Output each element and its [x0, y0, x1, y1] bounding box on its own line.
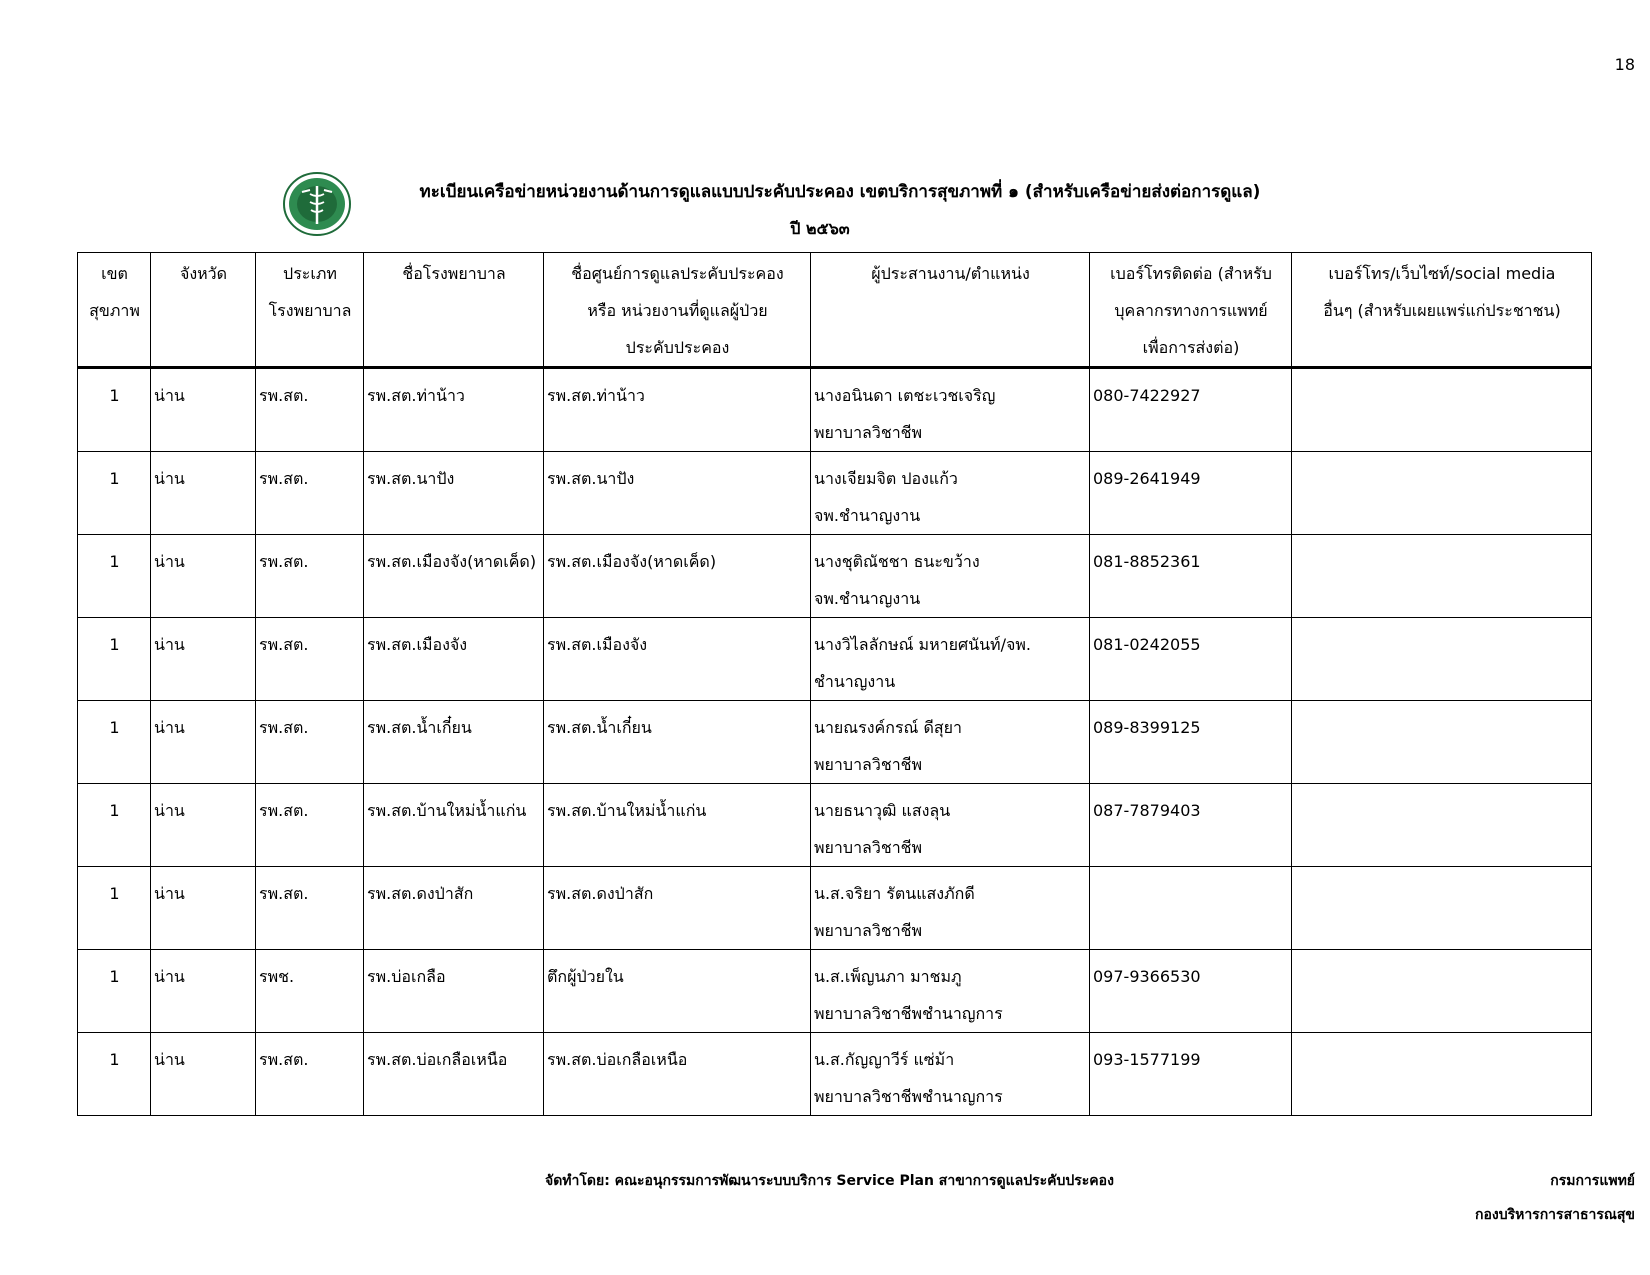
- cell-phone: 080-7422927: [1090, 368, 1292, 452]
- cell-province: น่าน: [151, 618, 256, 701]
- cell-phone: 089-2641949: [1090, 452, 1292, 535]
- cell-coordinator: นางเจียมจิต ปองแก้ว จพ.ชำนาญงาน: [811, 452, 1090, 535]
- table-row: [78, 950, 1592, 1033]
- cell-zone: 1: [78, 618, 151, 701]
- cell-public: [1292, 618, 1592, 701]
- cell-province: น่าน: [151, 1033, 256, 1116]
- cell-phone: 097-9366530: [1090, 950, 1292, 1033]
- cell-province: น่าน: [151, 368, 256, 452]
- header-referral-phone: เบอร์โทรติดต่อ (สำหรับ บุคลากรทางการแพทย์ เพื่อการส่งต่อ): [1090, 253, 1292, 368]
- cell-province: น่าน: [151, 701, 256, 784]
- cell-phone: 081-0242055: [1090, 618, 1292, 701]
- cell-center: รพ.สต.เมืองจัง: [544, 618, 811, 701]
- cell-zone: 1: [78, 950, 151, 1033]
- cell-zone: 1: [78, 452, 151, 535]
- cell-zone: 1: [78, 1033, 151, 1116]
- cell-coordinator: นายธนาวุฒิ แสงลุน พยาบาลวิชาชีพ: [811, 784, 1090, 867]
- cell-phone: 093-1577199: [1090, 1033, 1292, 1116]
- cell-zone: 1: [78, 701, 151, 784]
- header-hospital-name: ชื่อโรงพยาบาล: [364, 253, 544, 368]
- cell-center: รพ.สต.บ่อเกลือเหนือ: [544, 1033, 811, 1116]
- cell-hospital: รพ.สต.บ้านใหม่น้ำแก่น: [364, 784, 544, 867]
- footer-division: กองบริหารการสาธารณสุข: [1474, 1207, 1635, 1223]
- cell-coordinator: น.ส.เพ็ญนภา มาชมภู พยาบาลวิชาชีพชำนาญการ: [811, 950, 1090, 1033]
- cell-center: รพ.สต.น้ำเกี๋ยน: [544, 701, 811, 784]
- cell-province: น่าน: [151, 867, 256, 950]
- cell-type: รพช.: [256, 950, 364, 1033]
- cell-center: รพ.สต.นาปัง: [544, 452, 811, 535]
- cell-hospital: รพ.สต.เมืองจัง(หาดเค็ด): [364, 535, 544, 618]
- header-coordinator: ผู้ประสานงาน/ตำแหน่ง: [811, 253, 1090, 368]
- cell-type: รพ.สต.: [256, 452, 364, 535]
- cell-hospital: รพ.สต.นาปัง: [364, 452, 544, 535]
- cell-hospital: รพ.บ่อเกลือ: [364, 950, 544, 1033]
- cell-public: [1292, 1033, 1592, 1116]
- cell-zone: 1: [78, 867, 151, 950]
- cell-type: รพ.สต.: [256, 1033, 364, 1116]
- cell-public: [1292, 701, 1592, 784]
- table-row: [78, 618, 1592, 701]
- cell-province: น่าน: [151, 535, 256, 618]
- cell-province: น่าน: [151, 950, 256, 1033]
- table-row: [78, 867, 1592, 950]
- page-number: 18: [1614, 55, 1635, 74]
- table-row: [78, 1033, 1592, 1116]
- cell-zone: 1: [78, 535, 151, 618]
- table-row: [78, 452, 1592, 535]
- cell-center: รพ.สต.ท่าน้าว: [544, 368, 811, 452]
- table-row: [78, 535, 1592, 618]
- cell-center: รพ.สต.ดงป่าสัก: [544, 867, 811, 950]
- header-care-center: ชื่อศูนย์การดูแลประคับประคอง หรือ หน่วยงานที่ดูแลผู้ป่วย ประคับประคอง: [544, 253, 811, 368]
- cell-hospital: รพ.สต.เมืองจัง: [364, 618, 544, 701]
- header-public-contact: เบอร์โทร/เว็บไซท์/social media อื่นๆ (สำหรับเผยแพร่แก่ประชาชน): [1292, 253, 1592, 368]
- cell-province: น่าน: [151, 784, 256, 867]
- cell-type: รพ.สต.: [256, 867, 364, 950]
- table-row: [78, 368, 1592, 452]
- cell-phone: 081-8852361: [1090, 535, 1292, 618]
- table-row: [78, 701, 1592, 784]
- cell-coordinator: น.ส.จริยา รัตนแสงภักดี พยาบาลวิชาชีพ: [811, 867, 1090, 950]
- document-title: ทะเบียนเครือข่ายหน่วยงานด้านการดูแลแบบประคับประคอง เขตบริการสุขภาพที่ ๑ (สำหรับเครือข่ายส่งต่อการดูแล): [419, 182, 1261, 202]
- cell-phone: [1090, 867, 1292, 950]
- cell-phone: 087-7879403: [1090, 784, 1292, 867]
- cell-type: รพ.สต.: [256, 701, 364, 784]
- cell-coordinator: นางอนินดา เตชะเวชเจริญ พยาบาลวิชาชีพ: [811, 368, 1090, 452]
- cell-hospital: รพ.สต.ท่าน้าว: [364, 368, 544, 452]
- cell-zone: 1: [78, 368, 151, 452]
- cell-coordinator: น.ส.กัญญาวีร์ แซ่ม้า พยาบาลวิชาชีพชำนาญการ: [811, 1033, 1090, 1116]
- header-zone: เขต สุขภาพ: [78, 253, 151, 368]
- cell-public: [1292, 452, 1592, 535]
- cell-type: รพ.สต.: [256, 784, 364, 867]
- cell-phone: 089-8399125: [1090, 701, 1292, 784]
- cell-center: รพ.สต.บ้านใหม่น้ำแก่น: [544, 784, 811, 867]
- cell-public: [1292, 535, 1592, 618]
- cell-hospital: รพ.สต.บ่อเกลือเหนือ: [364, 1033, 544, 1116]
- footer-prepared-by: จัดทำโดย: คณะอนุกรรมการพัฒนาระบบบริการ Service Plan สาขาการดูแลประคับประคอง: [545, 1173, 1114, 1189]
- cell-hospital: รพ.สต.ดงป่าสัก: [364, 867, 544, 950]
- cell-type: รพ.สต.: [256, 618, 364, 701]
- cell-public: [1292, 867, 1592, 950]
- table-row: [78, 784, 1592, 867]
- cell-zone: 1: [78, 784, 151, 867]
- cell-province: น่าน: [151, 452, 256, 535]
- header-province: จังหวัด: [151, 253, 256, 368]
- cell-coordinator: นางวิไลลักษณ์ มหายศนันท์/จพ. ชำนาญงาน: [811, 618, 1090, 701]
- cell-public: [1292, 950, 1592, 1033]
- footer-department: กรมการแพทย์: [1550, 1173, 1635, 1189]
- cell-type: รพ.สต.: [256, 535, 364, 618]
- cell-center: รพ.สต.เมืองจัง(หาดเค็ด): [544, 535, 811, 618]
- cell-center: ตึกผู้ป่วยใน: [544, 950, 811, 1033]
- cell-public: [1292, 368, 1592, 452]
- document-year: ปี ๒๕๖๓: [790, 219, 850, 238]
- header-hospital-type: ประเภท โรงพยาบาล: [256, 253, 364, 368]
- table-header-row: [78, 253, 1592, 368]
- cell-hospital: รพ.สต.น้ำเกี๋ยน: [364, 701, 544, 784]
- cell-public: [1292, 784, 1592, 867]
- cell-coordinator: นางชุติณัชชา ธนะขว้าง จพ.ชำนาญงาน: [811, 535, 1090, 618]
- cell-coordinator: นายณรงค์กรณ์ ดีสุยา พยาบาลวิชาชีพ: [811, 701, 1090, 784]
- network-registry-table: [77, 252, 1592, 1116]
- cell-type: รพ.สต.: [256, 368, 364, 452]
